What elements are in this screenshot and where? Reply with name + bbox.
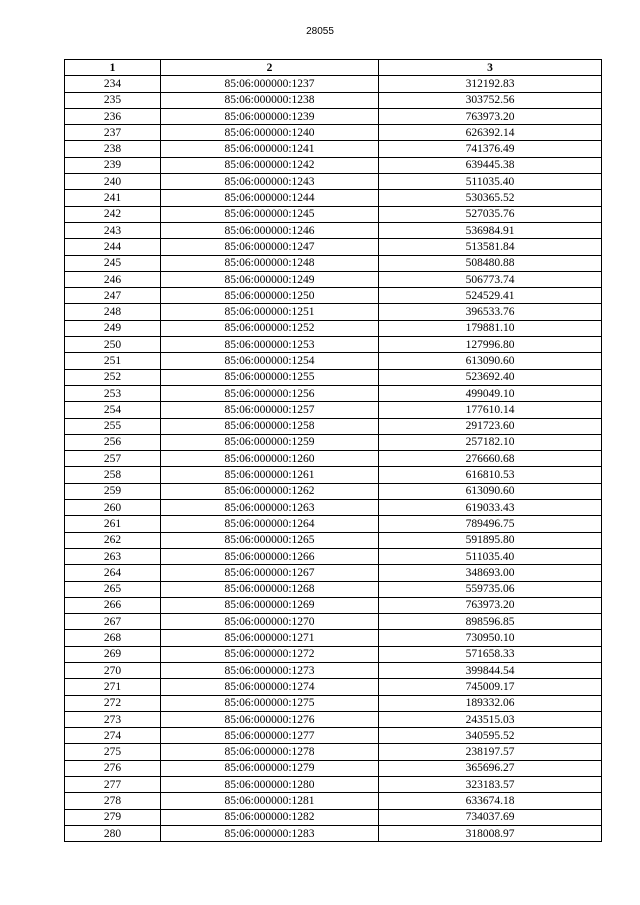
- value-cell: 189332.06: [379, 695, 602, 711]
- column-header-2: 2: [161, 60, 379, 76]
- row-number-cell: 265: [65, 581, 161, 597]
- value-cell: 511035.40: [379, 174, 602, 190]
- value-cell: 626392.14: [379, 125, 602, 141]
- table-row: [65, 434, 602, 450]
- row-number-cell: 277: [65, 777, 161, 793]
- table-row: [65, 825, 602, 841]
- cadastral-number-cell: 85:06:000000:1254: [161, 353, 379, 369]
- cadastral-number-cell: 85:06:000000:1250: [161, 288, 379, 304]
- cadastral-number-cell: 85:06:000000:1245: [161, 206, 379, 222]
- row-number-cell: 234: [65, 76, 161, 92]
- table-row: [65, 255, 602, 271]
- row-number-cell: 259: [65, 483, 161, 499]
- value-cell: 536984.91: [379, 222, 602, 238]
- value-cell: 323183.57: [379, 777, 602, 793]
- value-cell: 508480.88: [379, 255, 602, 271]
- table-row: [65, 711, 602, 727]
- table-row: [65, 271, 602, 287]
- cadastral-number-cell: 85:06:000000:1282: [161, 809, 379, 825]
- value-cell: 530365.52: [379, 190, 602, 206]
- table-row: [65, 597, 602, 613]
- column-header-3: 3: [379, 60, 602, 76]
- value-cell: 734037.69: [379, 809, 602, 825]
- cadastral-number-cell: 85:06:000000:1255: [161, 369, 379, 385]
- cadastral-number-cell: 85:06:000000:1262: [161, 483, 379, 499]
- cadastral-number-cell: 85:06:000000:1251: [161, 304, 379, 320]
- table-row: [65, 744, 602, 760]
- row-number-cell: 252: [65, 369, 161, 385]
- table-row: [65, 662, 602, 678]
- table-row: [65, 125, 602, 141]
- cadastral-number-cell: 85:06:000000:1278: [161, 744, 379, 760]
- table-row: [65, 646, 602, 662]
- table-row: [65, 108, 602, 124]
- cadastral-number-cell: 85:06:000000:1280: [161, 777, 379, 793]
- row-number-cell: 266: [65, 597, 161, 613]
- cadastral-number-cell: 85:06:000000:1269: [161, 597, 379, 613]
- cadastral-number-cell: 85:06:000000:1266: [161, 548, 379, 564]
- row-number-cell: 263: [65, 548, 161, 564]
- value-cell: 619033.43: [379, 500, 602, 516]
- value-cell: 633674.18: [379, 793, 602, 809]
- cadastral-number-cell: 85:06:000000:1246: [161, 222, 379, 238]
- value-cell: 506773.74: [379, 271, 602, 287]
- cadastral-number-cell: 85:06:000000:1243: [161, 174, 379, 190]
- value-cell: 730950.10: [379, 630, 602, 646]
- value-cell: 513581.84: [379, 239, 602, 255]
- value-cell: 179881.10: [379, 320, 602, 336]
- value-cell: 639445.38: [379, 157, 602, 173]
- cadastral-number-cell: 85:06:000000:1240: [161, 125, 379, 141]
- cadastral-number-cell: 85:06:000000:1239: [161, 108, 379, 124]
- value-cell: 559735.06: [379, 581, 602, 597]
- table-row: [65, 728, 602, 744]
- value-cell: 399844.54: [379, 662, 602, 678]
- cadastral-number-cell: 85:06:000000:1263: [161, 500, 379, 516]
- table-row: [65, 793, 602, 809]
- row-number-cell: 248: [65, 304, 161, 320]
- cadastral-number-cell: 85:06:000000:1267: [161, 565, 379, 581]
- table-row: [65, 369, 602, 385]
- cadastral-number-cell: 85:06:000000:1241: [161, 141, 379, 157]
- row-number-cell: 270: [65, 662, 161, 678]
- value-cell: 524529.41: [379, 288, 602, 304]
- row-number-cell: 253: [65, 385, 161, 401]
- row-number-cell: 246: [65, 271, 161, 287]
- cadastral-number-cell: 85:06:000000:1275: [161, 695, 379, 711]
- row-number-cell: 237: [65, 125, 161, 141]
- row-number-cell: 267: [65, 614, 161, 630]
- row-number-cell: 255: [65, 418, 161, 434]
- cadastral-number-cell: 85:06:000000:1244: [161, 190, 379, 206]
- table-row: [65, 288, 602, 304]
- cadastral-number-cell: 85:06:000000:1264: [161, 516, 379, 532]
- table-row: [65, 353, 602, 369]
- table-row: [65, 141, 602, 157]
- value-cell: 789496.75: [379, 516, 602, 532]
- table-row: [65, 206, 602, 222]
- cadastral-number-cell: 85:06:000000:1276: [161, 711, 379, 727]
- value-cell: 613090.60: [379, 483, 602, 499]
- value-cell: 257182.10: [379, 434, 602, 450]
- table-row: [65, 516, 602, 532]
- cadastral-number-cell: 85:06:000000:1258: [161, 418, 379, 434]
- value-cell: 291723.60: [379, 418, 602, 434]
- table-row: [65, 467, 602, 483]
- cadastral-number-cell: 85:06:000000:1283: [161, 825, 379, 841]
- cadastral-number-cell: 85:06:000000:1247: [161, 239, 379, 255]
- value-cell: 898596.85: [379, 614, 602, 630]
- table-row: [65, 418, 602, 434]
- cadastral-number-cell: 85:06:000000:1252: [161, 320, 379, 336]
- row-number-cell: 242: [65, 206, 161, 222]
- row-number-cell: 258: [65, 467, 161, 483]
- row-number-cell: 279: [65, 809, 161, 825]
- row-number-cell: 244: [65, 239, 161, 255]
- row-number-cell: 280: [65, 825, 161, 841]
- value-cell: 303752.56: [379, 92, 602, 108]
- cadastral-number-cell: 85:06:000000:1265: [161, 532, 379, 548]
- row-number-cell: 249: [65, 320, 161, 336]
- row-number-cell: 256: [65, 434, 161, 450]
- table-header-row: [65, 60, 602, 76]
- row-number-cell: 235: [65, 92, 161, 108]
- value-cell: 127996.80: [379, 337, 602, 353]
- row-number-cell: 271: [65, 679, 161, 695]
- cadastral-number-cell: 85:06:000000:1249: [161, 271, 379, 287]
- cadastral-number-cell: 85:06:000000:1268: [161, 581, 379, 597]
- table-row: [65, 402, 602, 418]
- table-row: [65, 777, 602, 793]
- value-cell: 243515.03: [379, 711, 602, 727]
- row-number-cell: 251: [65, 353, 161, 369]
- row-number-cell: 250: [65, 337, 161, 353]
- row-number-cell: 264: [65, 565, 161, 581]
- cadastral-number-cell: 85:06:000000:1272: [161, 646, 379, 662]
- cadastral-number-cell: 85:06:000000:1256: [161, 385, 379, 401]
- value-cell: 745009.17: [379, 679, 602, 695]
- cadastral-number-cell: 85:06:000000:1257: [161, 402, 379, 418]
- row-number-cell: 273: [65, 711, 161, 727]
- row-number-cell: 272: [65, 695, 161, 711]
- row-number-cell: 240: [65, 174, 161, 190]
- cadastral-number-cell: 85:06:000000:1274: [161, 679, 379, 695]
- value-cell: 591895.80: [379, 532, 602, 548]
- page-number: 28055: [306, 26, 334, 37]
- row-number-cell: 239: [65, 157, 161, 173]
- row-number-cell: 260: [65, 500, 161, 516]
- row-number-cell: 241: [65, 190, 161, 206]
- row-number-cell: 243: [65, 222, 161, 238]
- value-cell: 763973.20: [379, 108, 602, 124]
- table-row: [65, 500, 602, 516]
- row-number-cell: 278: [65, 793, 161, 809]
- table-header: [65, 60, 602, 76]
- table-row: [65, 451, 602, 467]
- value-cell: 523692.40: [379, 369, 602, 385]
- table-row: [65, 92, 602, 108]
- table-row: [65, 483, 602, 499]
- cadastral-number-cell: 85:06:000000:1281: [161, 793, 379, 809]
- table-row: [65, 337, 602, 353]
- cadastral-number-cell: 85:06:000000:1253: [161, 337, 379, 353]
- table-row: [65, 614, 602, 630]
- row-number-cell: 269: [65, 646, 161, 662]
- row-number-cell: 247: [65, 288, 161, 304]
- row-number-cell: 275: [65, 744, 161, 760]
- table-row: [65, 385, 602, 401]
- value-cell: 340595.52: [379, 728, 602, 744]
- cadastral-number-cell: 85:06:000000:1270: [161, 614, 379, 630]
- data-table: [64, 59, 602, 842]
- table-row: [65, 630, 602, 646]
- table-row: [65, 174, 602, 190]
- value-cell: 741376.49: [379, 141, 602, 157]
- table-row: [65, 190, 602, 206]
- row-number-cell: 238: [65, 141, 161, 157]
- table-row: [65, 532, 602, 548]
- cadastral-number-cell: 85:06:000000:1248: [161, 255, 379, 271]
- table-row: [65, 157, 602, 173]
- value-cell: 527035.76: [379, 206, 602, 222]
- row-number-cell: 257: [65, 451, 161, 467]
- cadastral-number-cell: 85:06:000000:1238: [161, 92, 379, 108]
- row-number-cell: 254: [65, 402, 161, 418]
- table-row: [65, 679, 602, 695]
- table-row: [65, 222, 602, 238]
- row-number-cell: 268: [65, 630, 161, 646]
- table-row: [65, 760, 602, 776]
- table-row: [65, 304, 602, 320]
- cadastral-number-cell: 85:06:000000:1259: [161, 434, 379, 450]
- cadastral-number-cell: 85:06:000000:1261: [161, 467, 379, 483]
- cadastral-number-cell: 85:06:000000:1273: [161, 662, 379, 678]
- cadastral-number-cell: 85:06:000000:1242: [161, 157, 379, 173]
- table-row: [65, 548, 602, 564]
- value-cell: 499049.10: [379, 385, 602, 401]
- value-cell: 511035.40: [379, 548, 602, 564]
- row-number-cell: 274: [65, 728, 161, 744]
- table-body: [65, 76, 602, 842]
- value-cell: 312192.83: [379, 76, 602, 92]
- row-number-cell: 276: [65, 760, 161, 776]
- value-cell: 318008.97: [379, 825, 602, 841]
- table-row: [65, 320, 602, 336]
- value-cell: 365696.27: [379, 760, 602, 776]
- column-header-1: 1: [65, 60, 161, 76]
- table-row: [65, 581, 602, 597]
- value-cell: 616810.53: [379, 467, 602, 483]
- value-cell: 571658.33: [379, 646, 602, 662]
- row-number-cell: 245: [65, 255, 161, 271]
- value-cell: 763973.20: [379, 597, 602, 613]
- cadastral-number-cell: 85:06:000000:1271: [161, 630, 379, 646]
- cadastral-number-cell: 85:06:000000:1237: [161, 76, 379, 92]
- table-row: [65, 695, 602, 711]
- value-cell: 276660.68: [379, 451, 602, 467]
- value-cell: 177610.14: [379, 402, 602, 418]
- table-row: [65, 565, 602, 581]
- table-row: [65, 809, 602, 825]
- cadastral-number-cell: 85:06:000000:1277: [161, 728, 379, 744]
- table-row: [65, 239, 602, 255]
- value-cell: 613090.60: [379, 353, 602, 369]
- value-cell: 396533.76: [379, 304, 602, 320]
- value-cell: 348693.00: [379, 565, 602, 581]
- row-number-cell: 262: [65, 532, 161, 548]
- cadastral-number-cell: 85:06:000000:1279: [161, 760, 379, 776]
- value-cell: 238197.57: [379, 744, 602, 760]
- cadastral-number-cell: 85:06:000000:1260: [161, 451, 379, 467]
- table-row: [65, 76, 602, 92]
- row-number-cell: 261: [65, 516, 161, 532]
- row-number-cell: 236: [65, 108, 161, 124]
